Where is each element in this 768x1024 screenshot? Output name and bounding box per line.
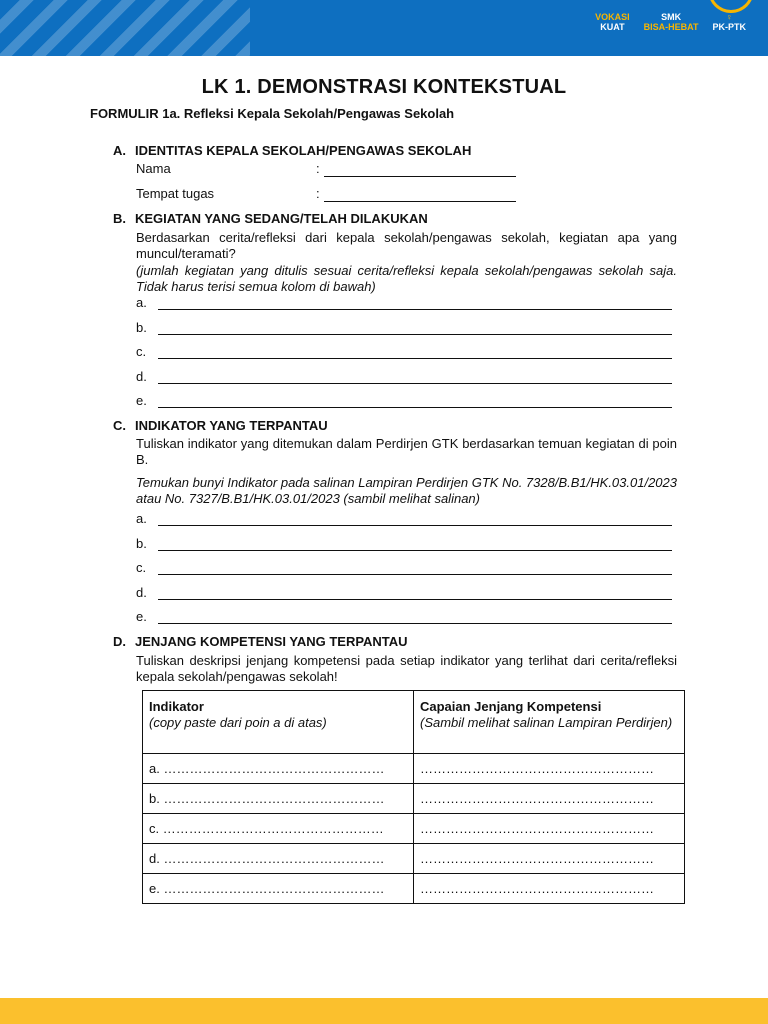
section-c-heading: C. INDIKATOR YANG TERPANTAU [113, 418, 328, 433]
pk-ptk-logo: ♀ PK-PTK [712, 12, 746, 32]
table-cell-capaian[interactable]: ……………………………………………… [414, 844, 685, 874]
item-letter: a. [136, 511, 147, 526]
item-letter: c. [136, 344, 147, 359]
table-cell-capaian[interactable]: ……………………………………………… [414, 814, 685, 844]
item-letter: b. [136, 320, 147, 335]
table-cell-capaian[interactable]: ……………………………………………… [414, 784, 685, 814]
item-letter: e. [136, 609, 147, 624]
field-colon: : [316, 186, 320, 201]
table-cell-capaian[interactable]: ……………………………………………… [414, 754, 685, 784]
kegiatan-line-a[interactable] [158, 309, 672, 310]
section-a-heading: A. IDENTITAS KEPALA SEKOLAH/PENGAWAS SEKOLAH [113, 143, 472, 158]
kegiatan-line-c[interactable] [158, 358, 672, 359]
table-row [143, 784, 685, 814]
page-title: LK 1. DEMONSTRASI KONTEKSTUAL [201, 76, 567, 98]
table-cell-capaian[interactable]: ……………………………………………… [414, 874, 685, 904]
table-cell-indikator[interactable]: a. …………………………………………… [143, 754, 414, 784]
table-row [143, 814, 685, 844]
kegiatan-line-b[interactable] [158, 334, 672, 335]
item-letter: d. [136, 585, 147, 600]
indikator-line-b[interactable] [158, 550, 672, 551]
field-colon: : [316, 161, 320, 176]
section-d-instruction: Tuliskan deskripsi jenjang kompetensi pada setiap indikator yang terlihat dari cerita/refleksi kepala sekolah/pengawas sekolah! [136, 653, 677, 684]
section-b-heading: B. KEGIATAN YANG SEDANG/TELAH DILAKUKAN [113, 211, 428, 226]
smk-logo: SMK BISA-HEBAT [643, 12, 699, 32]
kegiatan-line-e[interactable] [158, 407, 672, 408]
item-letter: e. [136, 393, 147, 408]
indikator-line-d[interactable] [158, 599, 672, 600]
competency-table [142, 690, 685, 904]
nama-input-line[interactable] [324, 176, 516, 177]
form-subtitle: FORMULIR 1a. Refleksi Kepala Sekolah/Pengawas Sekolah [90, 106, 455, 121]
column-header-indikator: Indikator (copy paste dari poin a di atas) [143, 691, 414, 754]
field-label-nama: Nama [136, 161, 171, 176]
indikator-line-c[interactable] [158, 574, 672, 575]
table-header-row [143, 691, 685, 754]
indikator-line-e[interactable] [158, 623, 672, 624]
kegiatan-line-d[interactable] [158, 383, 672, 384]
item-letter: d. [136, 369, 147, 384]
section-b-note: (jumlah kegiatan yang ditulis sesuai cerita/refleksi kepala sekolah/pengawas sekolah saja. Tidak harus terisi semua kolom di bawah) [136, 263, 677, 294]
section-d-heading: D. JENJANG KOMPETENSI YANG TERPANTAU [113, 634, 408, 649]
tempat-tugas-input-line[interactable] [324, 201, 516, 202]
field-label-tempat-tugas: Tempat tugas [136, 186, 215, 201]
item-letter: a. [136, 295, 147, 310]
table-cell-indikator[interactable]: c. …………………………………………… [143, 814, 414, 844]
table-cell-indikator[interactable]: e. …………………………………………… [143, 874, 414, 904]
table-cell-indikator[interactable]: b. …………………………………………… [143, 784, 414, 814]
header-logos [595, 12, 746, 32]
table-row [143, 844, 685, 874]
table-row [143, 754, 685, 784]
section-c-note: Temukan bunyi Indikator pada salinan Lampiran Perdirjen GTK No. 7328/B.B1/HK.03.01/2023 atau No. 7327/B.B1/HK.03.01/2023 (sambil melihat salinan) [136, 475, 677, 506]
indikator-line-a[interactable] [158, 525, 672, 526]
header-band [0, 0, 768, 56]
column-header-capaian: Capaian Jenjang Kompetensi (Sambil melihat salinan Lampiran Perdirjen) [414, 691, 685, 754]
header-stripes [0, 0, 250, 56]
vokasi-logo: VOKASI KUAT [595, 12, 630, 32]
table-cell-indikator[interactable]: d. …………………………………………… [143, 844, 414, 874]
section-b-instruction: Berdasarkan cerita/refleksi dari kepala sekolah/pengawas sekolah, kegiatan apa yang muncul/teramati? [136, 230, 677, 261]
footer-band [0, 998, 768, 1024]
item-letter: b. [136, 536, 147, 551]
table-row [143, 874, 685, 904]
section-c-instruction: Tuliskan indikator yang ditemukan dalam Perdirjen GTK berdasarkan temuan kegiatan di poin B. [136, 436, 677, 467]
item-letter: c. [136, 560, 147, 575]
